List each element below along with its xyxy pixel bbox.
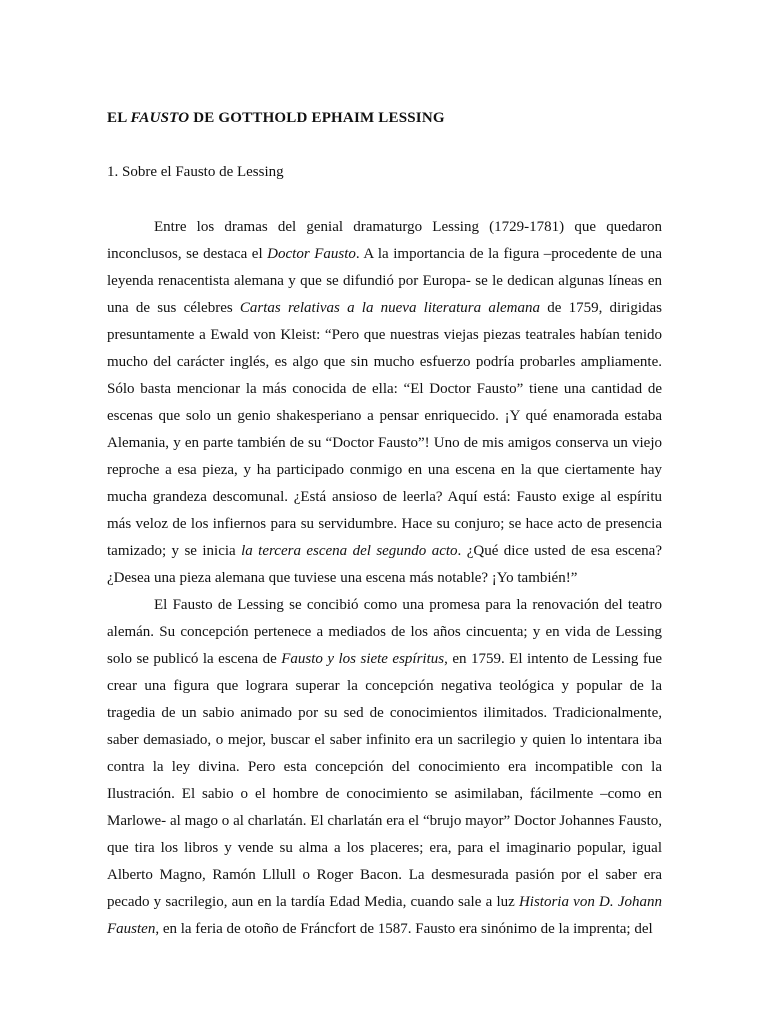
section-heading: 1. Sobre el Fausto de Lessing [107, 164, 284, 180]
title-prefix: EL [107, 110, 131, 126]
paragraph-segment: . A la importancia de la figura –procedente de una leyenda renacentista alemana y que se difundió por Europa- se le dedican algunas líneas en una de sus célebres [107, 246, 662, 316]
title-italic-word: FAUSTO [130, 110, 190, 126]
paragraph-italic-segment: Cartas relativas a la nueva literatura alemana [239, 300, 541, 316]
paragraph-segment: Entre los dramas del genial dramaturgo Lessing (1729-1781) que quedaron inconclusos, se destaca el [107, 219, 662, 262]
title-suffix: DE GOTTHOLD EPHAIM LESSING [189, 110, 445, 126]
paragraph-italic-segment: la tercera escena del segundo acto [241, 543, 458, 559]
paragraph-1 [107, 214, 662, 592]
paragraph-segment: de 1759, dirigidas presuntamente a Ewald von Kleist: “Pero que nuestras viejas piezas teatrales habían tenido mucho del carácter inglés, es algo que sin mucho esfuerzo podría probarles ampliamente. Sólo basta mencionar la más conocida de ella: “El Doctor Fausto” tiene una cantidad de escenas que solo un genio shakesperiano a pensar enriquecido. ¡Y qué enamorada estaba Alemania, y en parte también de su “Doctor Fausto”! Uno de mis amigos conserva un viejo reproche a esa pieza, y ha participado conmigo en una escena en la que ciertamente hay mucha grandeza descomunal. ¿Está ansioso de leerla? Aquí está: Fausto exige al espíritu más veloz de los infiernos para su servidumbre. Hace su conjuro; se hace acto de presencia tamizado; y se inicia [107, 300, 663, 559]
paragraph-segment: . ¿Qué dice usted de esa escena? ¿Desea una pieza alemana que tuviese una escena más notable? ¡Yo también!” [107, 543, 662, 586]
paragraph-2 [107, 592, 662, 943]
paragraph-italic-segment: Fausto y los siete espíritus [281, 651, 445, 667]
paragraph-italic-segment: Historia von D. Johann Fausten [107, 894, 662, 937]
paragraph-italic-segment: Doctor Fausto [267, 246, 356, 262]
document-title [107, 107, 662, 129]
document-body [107, 214, 662, 943]
paragraph-segment: El Fausto de Lessing se concibió como una promesa para la renovación del teatro alemán. Su concepción pertenece a mediados de los años cincuenta; y en vida de Lessing solo se publicó la escena de [107, 597, 662, 667]
paragraph-segment: , en 1759. El intento de Lessing fue crear una figura que lograra superar la concepción negativa teológica y popular de la tragedia de un sabio animado por su sed de conocimientos ilimitados. Tradicionalmente, saber demasiado, o mejor, buscar el saber infinito era un sacrilegio y quien lo intentara iba contra la ley divina. Pero esta concepción del conocimiento era incompatible con la Ilustración. El sabio o el hombre de conocimiento se asimilaban, fácilmente –como en Marlowe- al mago o al charlatán. El charlatán era el “brujo mayor” Doctor Johannes Fausto, que tira los libros y vende su alma a los placeres; era, para el imaginario popular, igual Alberto Magno, Ramón Lllull o Roger Bacon. La desmesurada pasión por el saber era pecado y sacrilegio, aun en la tardía Edad Media, cuando sale a luz [107, 651, 662, 910]
paragraph-segment: , en la feria de otoño de Fráncfort de 1587. Fausto era sinónimo de la imprenta; del [155, 921, 653, 937]
